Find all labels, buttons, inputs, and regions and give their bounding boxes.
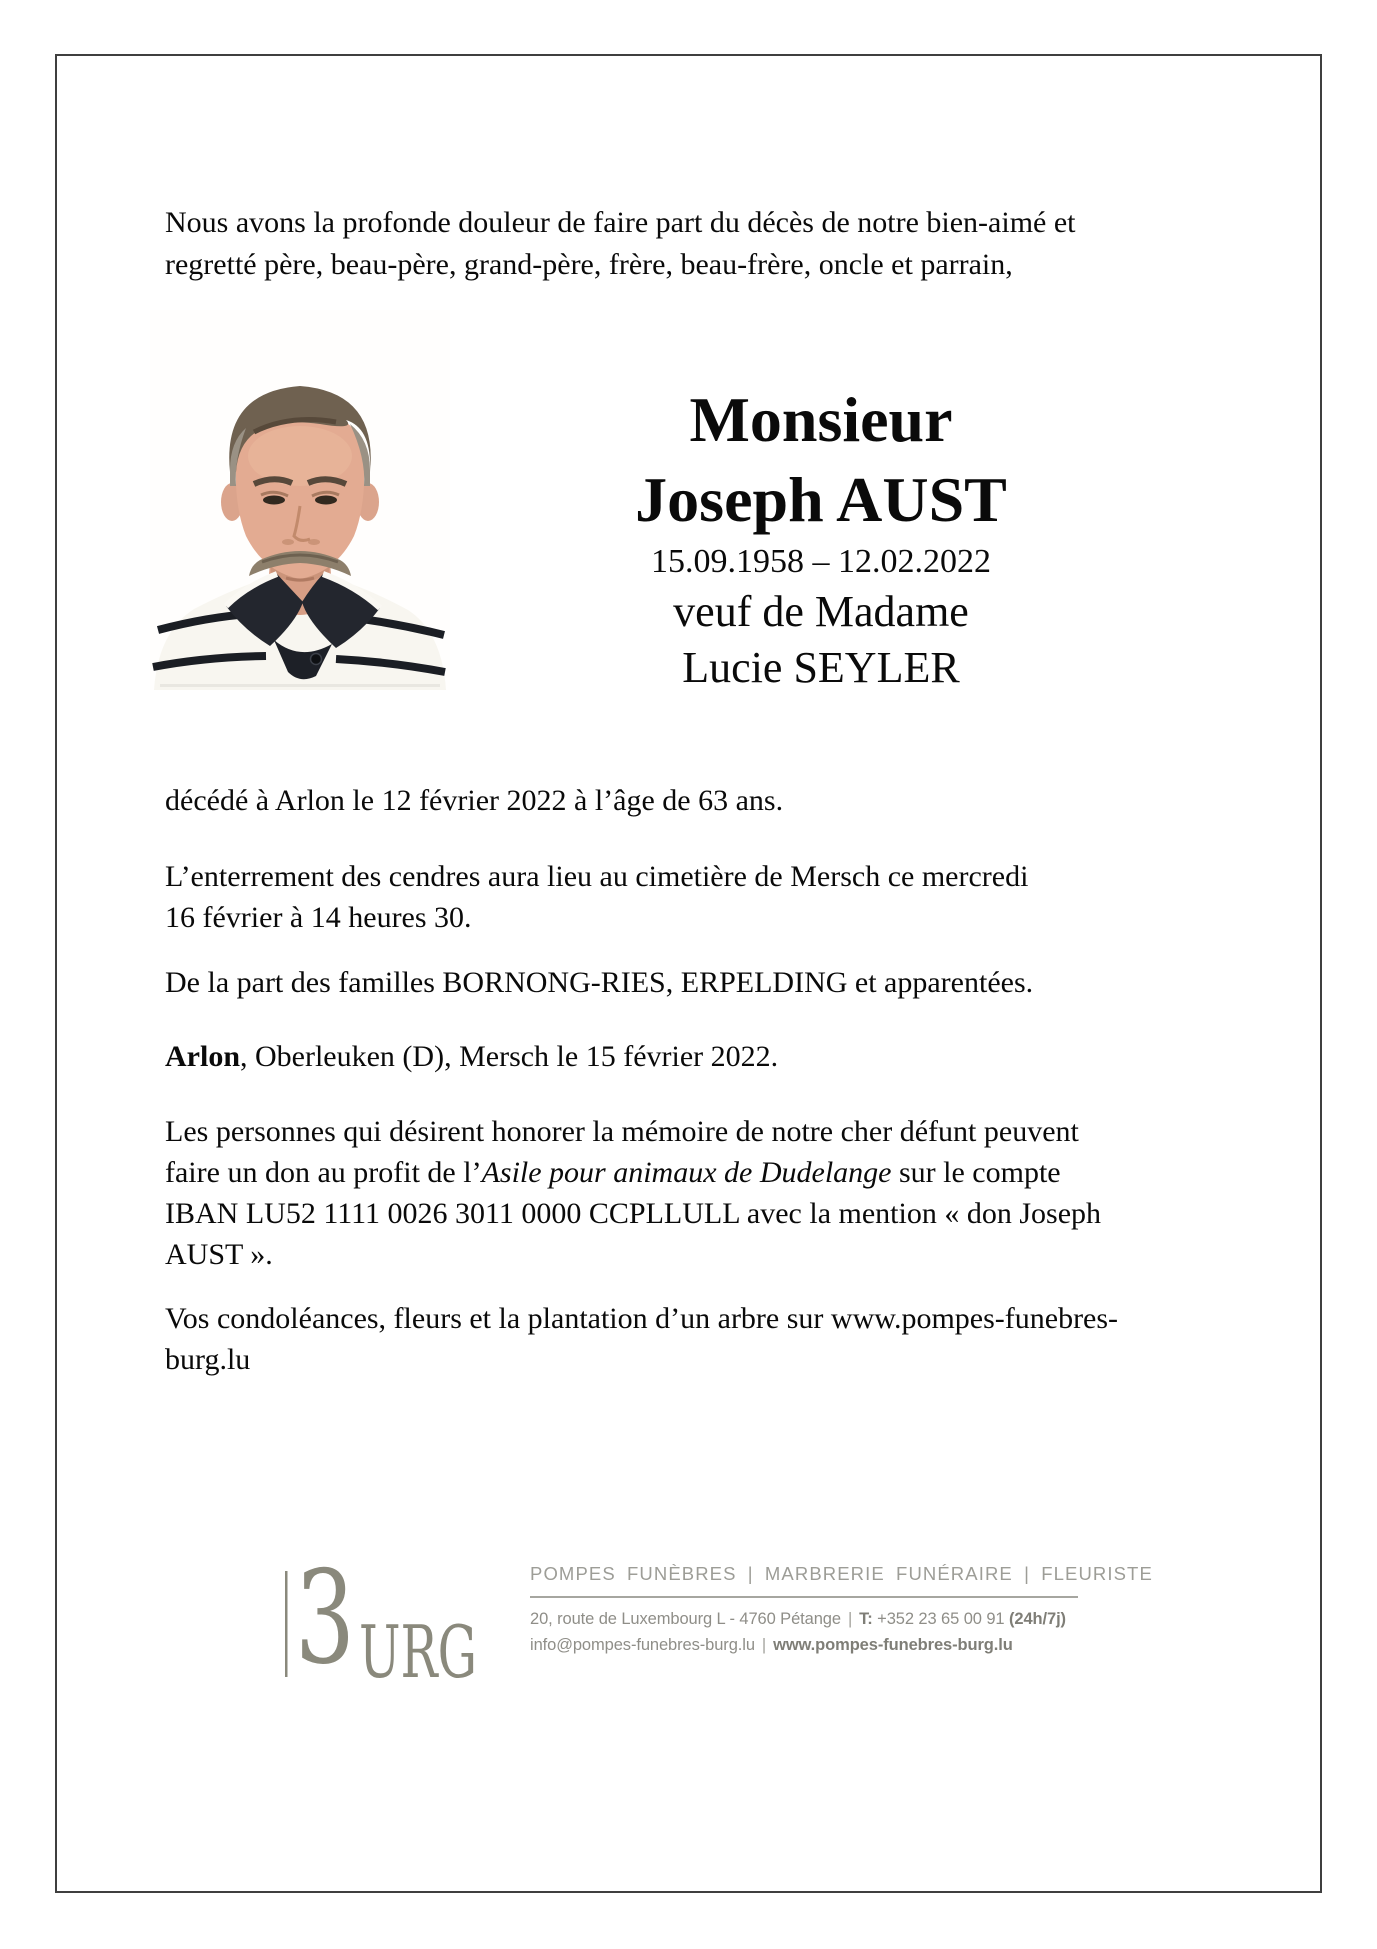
burg-logo [285, 1544, 485, 1694]
shirt-button [311, 654, 322, 665]
photo-bottom-edge [160, 684, 440, 687]
deceased-widow-of [491, 584, 1151, 696]
condolences-line-1: Vos condoléances, fleurs et la plantation d’un arbre sur www.pompes-funebres- [165, 1302, 1119, 1335]
intro-line-1: Nous avons la profonde douleur de faire part du décès de notre bien-aimé et [165, 206, 1076, 239]
phone-number: +352 23 65 00 91 [877, 1610, 1005, 1628]
widow-line-1: veuf de Madame [673, 587, 969, 636]
eye-left [263, 496, 285, 505]
address-phone-line [530, 1606, 1078, 1632]
donation-line-2-pre: faire un don au profit de l’ [165, 1156, 482, 1189]
logo-digit-3: 3 [295, 1544, 355, 1693]
families-paragraph [165, 962, 1033, 1003]
deceased-dates: 15.09.1958 – 12.02.2022 [651, 543, 991, 580]
funeral-paragraph [165, 856, 1028, 938]
email-address: info@pompes-funebres-burg.lu [530, 1636, 755, 1654]
widow-line-2: Lucie SEYLER [682, 643, 960, 692]
deceased-name-block [491, 380, 1151, 696]
phone-label: T: [859, 1610, 873, 1628]
cities-line [165, 1036, 778, 1077]
deceased-title-name [491, 380, 1151, 540]
donation-line-1: Les personnes qui désirent honorer la mémoire de notre cher défunt peuvent [165, 1115, 1079, 1148]
donation-line-3-iban: IBAN LU52 1111 0026 3011 0000 CCPLLULL avec la mention « don Joseph [165, 1197, 1102, 1230]
nostril-left [282, 539, 294, 545]
condolences-line-2: burg.lu [165, 1343, 251, 1376]
separator-pipe: | [847, 1610, 853, 1628]
death-paragraph [165, 780, 783, 821]
footer-divider [530, 1596, 1078, 1598]
services-line: POMPES FUNÈBRES | MARBRERIE FUNÉRAIRE | FLEURISTE [530, 1563, 1153, 1584]
forehead-highlight [248, 426, 352, 486]
email-website-line [530, 1632, 1078, 1658]
funeral-line-2: 16 février à 14 heures 30. [165, 901, 472, 934]
deceased-portrait-photo [150, 310, 450, 690]
charity-name-italic: Asile pour animaux de Dudelange [481, 1156, 892, 1189]
intro-paragraph [165, 202, 1076, 286]
website-url: www.pompes-funebres-burg.lu [773, 1636, 1013, 1654]
donation-paragraph [165, 1111, 1101, 1275]
phone-hours: (24h/7j) [1008, 1610, 1066, 1628]
donation-line-4: AUST ». [165, 1238, 273, 1271]
deceased-title: Monsieur [689, 384, 953, 455]
logo-letters-urg: URG [359, 1610, 477, 1694]
street-address: 20, route de Luxembourg L - 4760 Pétange [530, 1610, 841, 1628]
donation-line-2 [165, 1152, 1101, 1193]
intro-line-2: regretté père, beau-père, grand-père, frère, beau-frère, oncle et parrain, [165, 248, 1013, 281]
death-line: décédé à Arlon le 12 février 2022 à l’âge de 63 ans. [165, 784, 784, 817]
cities-rest: , Oberleuken (D), Mersch le 15 février 2022. [240, 1040, 779, 1073]
logo-stem-line [285, 1571, 288, 1677]
deceased-name: Joseph AUST [635, 464, 1007, 535]
city-arlon-bold: Arlon [165, 1040, 240, 1073]
donation-line-2-post: sur le compte [891, 1156, 1061, 1189]
families-line: De la part des familles BORNONG-RIES, ERPELDING et apparentées. [165, 966, 1034, 999]
eye-right [315, 496, 337, 505]
funeral-home-info [530, 1563, 1153, 1658]
cities-date-paragraph [165, 1036, 778, 1077]
condolences-paragraph [165, 1298, 1118, 1380]
separator-pipe: | [761, 1636, 767, 1654]
nostril-right [308, 539, 320, 545]
funeral-line-1: L’enterrement des cendres aura lieu au cimetière de Mersch ce mercredi [165, 860, 1029, 893]
